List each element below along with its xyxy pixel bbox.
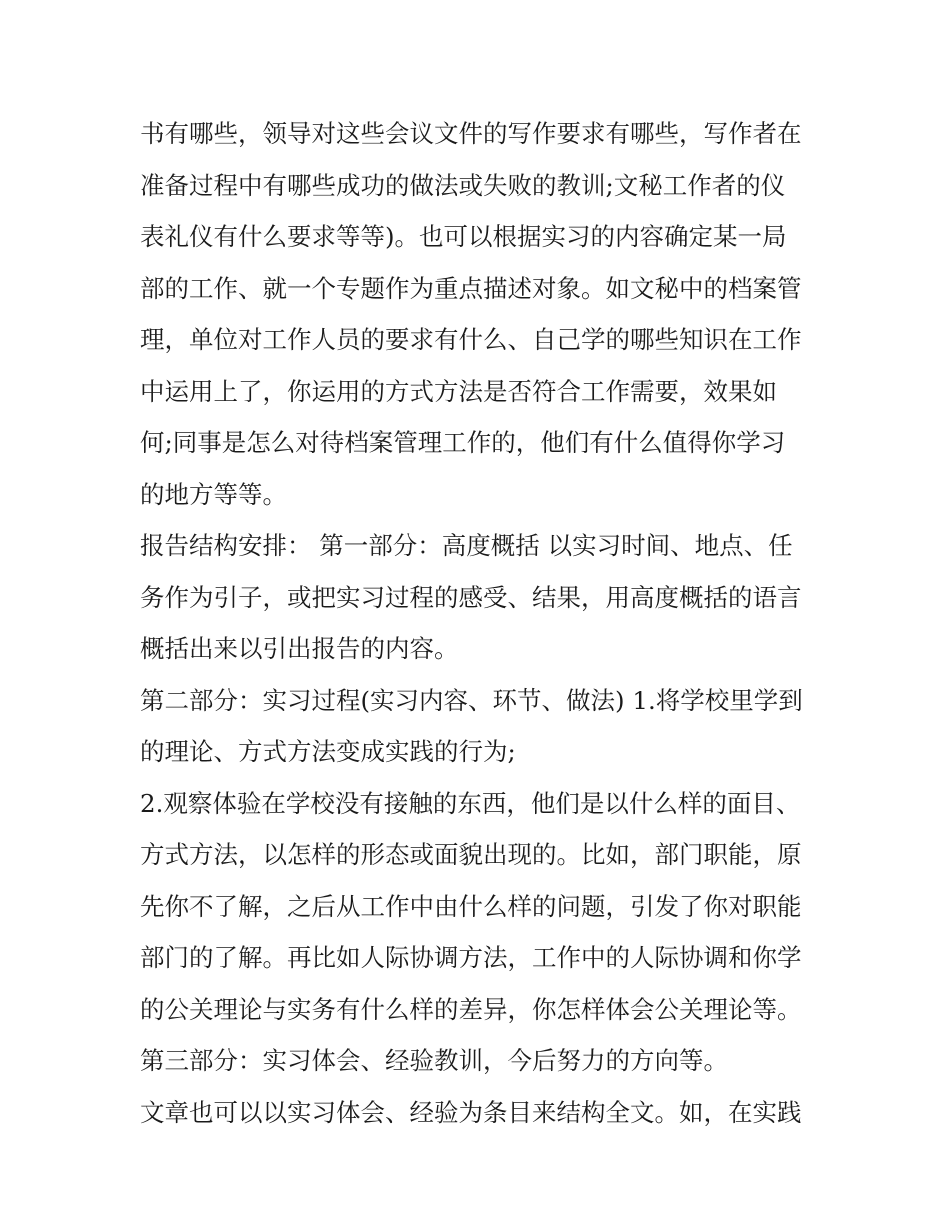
- text-line: 先你不了解，之后从工作中由什么样的问题，引发了你对职能: [140, 891, 802, 921]
- text-line: 2.观察体验在学校没有接触的东西，他们是以什么样的面目、: [140, 788, 801, 818]
- text-line: 何;同事是怎么对待档案管理工作的，他们有什么值得你学习: [140, 428, 786, 457]
- text-line: 文章也可以以实习体会、经验为条目来结构全文。如，在实践: [140, 1097, 802, 1127]
- text-line: 中运用上了，你运用的方式方法是否符合工作需要，效果如: [140, 376, 777, 406]
- text-line: 的公关理论与实务有什么样的差异，你怎样体会公关理论等。: [140, 994, 802, 1024]
- text-line: 部门的了解。再比如人际协调方法，工作中的人际协调和你学: [140, 943, 802, 972]
- document-body: [140, 108, 820, 1138]
- text-line: 书有哪些，领导对这些会议文件的写作要求有哪些，写作者在: [140, 119, 802, 148]
- text-line: 部的工作、就一个专题作为重点描述对象。如文秘中的档案管: [140, 273, 802, 303]
- text-line: 准备过程中有哪些成功的做法或失败的教训;文秘工作者的仪: [140, 170, 786, 200]
- text-line: 概括出来以引出报告的内容。: [140, 634, 459, 663]
- text-line: 第三部分：实习体会、经验教训，今后努力的方向等。: [140, 1046, 728, 1075]
- text-line: 表礼仪有什么要求等等)。也可以根据实习的内容确定某一局: [140, 222, 787, 251]
- text-line: 的理论、方式方法变成实践的行为;: [140, 737, 516, 766]
- text-line: 务作为引子，或把实习过程的感受、结果，用高度概括的语言: [140, 582, 802, 612]
- text-line: 的地方等等。: [140, 479, 287, 509]
- text-line: 方式方法，以怎样的形态或面貌出现的。比如，部门职能，原: [140, 840, 802, 869]
- text-line: 报告结构安排： 第一部分：高度概括 以实习时间、地点、任: [140, 531, 793, 560]
- text-line: 第二部分：实习过程(实习内容、环节、做法) 1.将学校里学到: [140, 685, 803, 715]
- text-line: 理，单位对工作人员的要求有什么、自己学的哪些知识在工作: [140, 325, 802, 354]
